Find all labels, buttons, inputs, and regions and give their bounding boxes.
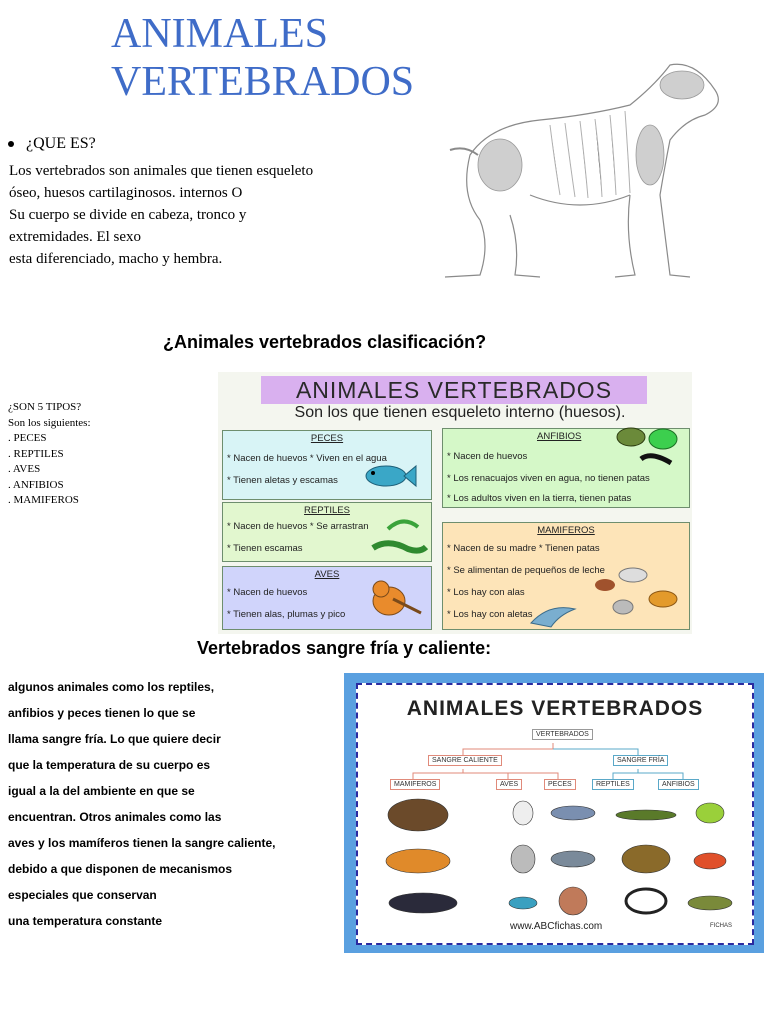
node-aves: AVES (496, 779, 522, 790)
types-line: Son los siguientes: (8, 416, 91, 429)
intro-line: óseo, huesos cartilaginosos. internos O (9, 185, 243, 201)
card-line: * Los renacuajos viven en agua, no tienen patas (447, 473, 650, 484)
card-line: * Los adultos viven en la tierra, tienen patas (447, 493, 632, 504)
sangre-line: que la temperatura de su cuerpo es (8, 758, 211, 772)
fish-icon (358, 461, 418, 491)
bullet-text: ¿QUE ES? (26, 135, 96, 152)
page-title (111, 10, 414, 106)
title-line-2: VERTEBRADOS (111, 59, 415, 105)
intro-paragraph (9, 160, 313, 270)
card-title: ANFIBIOS (537, 431, 582, 442)
card-anfibios (442, 428, 690, 508)
dog-skeleton-image (420, 45, 740, 285)
sangre-paragraph (8, 674, 275, 934)
types-line: . AVES (8, 463, 41, 475)
animal-grid-image (378, 795, 738, 919)
card-peces (222, 430, 432, 500)
sangre-line: aves y los mamíferos tienen la sangre caliente, (8, 836, 276, 850)
sangre-line: igual a la del ambiente en que se (8, 784, 195, 798)
mammals-icon (593, 561, 685, 627)
intro-line: extremidades. El sexo (9, 229, 142, 245)
infographic-title: ANIMALES VERTEBRADOS (406, 697, 704, 720)
classification-infographic (218, 372, 692, 634)
card-line: * Tienen escamas (227, 543, 303, 554)
node-reptiles: REPTILES (592, 779, 634, 790)
bullet-dot (8, 141, 14, 147)
reptile-icon (368, 513, 428, 559)
fichas-logo: FICHAS (710, 923, 733, 929)
infographic-subtitle: Son los que tienen esqueleto interno (huesos). (294, 404, 626, 421)
card-line: * Tienen aletas y escamas (227, 475, 338, 486)
card-mamiferos (442, 522, 690, 630)
node-sangre-caliente: SANGRE CALIENTE (428, 755, 502, 766)
watermark: www.ABCfichas.com (510, 921, 603, 932)
sangre-infographic (344, 673, 764, 953)
card-line: * Nacen de huevos (447, 451, 528, 462)
node-anfibios: ANFIBIOS (658, 779, 699, 790)
card-title: MAMIFEROS (537, 525, 595, 536)
infographic-banner: ANIMALES VERTEBRADOS (261, 376, 647, 404)
section-heading-sangre: Vertebrados sangre fría y caliente: (197, 638, 492, 658)
bird-icon (363, 573, 425, 623)
sangre-line: llama sangre fría. Lo que quiere decir (8, 732, 221, 746)
card-line: * Se alimentan de pequeños de leche (447, 565, 605, 576)
node-sangre-fria: SANGRE FRÍA (613, 755, 668, 766)
sangre-line: encuentran. Otros animales como las (8, 810, 222, 824)
frog-icon (611, 421, 687, 471)
types-list (8, 400, 91, 509)
intro-line: Los vertebrados son animales que tienen esqueleto (9, 163, 314, 179)
card-line: * Nacen de huevos (227, 587, 308, 598)
sangre-line: especiales que conservan (8, 888, 157, 902)
types-line: ¿SON 5 TIPOS? (8, 401, 82, 413)
card-line: * Los hay con alas (447, 587, 525, 598)
card-reptiles (222, 502, 432, 562)
card-line: * Nacen de huevos * Viven en el agua (227, 453, 387, 464)
types-line: . MAMIFEROS (8, 494, 79, 506)
sangre-line: debido a que disponen de mecanismos (8, 862, 233, 876)
sangre-line: algunos animales como los reptiles, (8, 680, 215, 694)
node-peces: PECES (544, 779, 576, 790)
intro-line: esta diferenciado, macho y hembra. (9, 251, 223, 267)
card-line: * Nacen de su madre * Tienen patas (447, 543, 600, 554)
types-line: . REPTILES (8, 447, 64, 460)
bullet-item (8, 135, 96, 153)
types-line: . ANFIBIOS (8, 478, 64, 491)
types-line: . PECES (8, 432, 47, 444)
infographic-frame (356, 683, 754, 945)
card-line: * Tienen alas, plumas y pico (227, 609, 346, 620)
section-heading-clasificacion: ¿Animales vertebrados clasificación? (163, 332, 487, 352)
card-title: AVES (314, 569, 340, 580)
card-line: * Nacen de huevos * Se arrastran (227, 521, 369, 532)
intro-line: Su cuerpo se divide en cabeza, tronco y (9, 207, 247, 223)
node-mamiferos: MAMIFEROS (390, 779, 440, 790)
card-title: REPTILES (304, 505, 350, 516)
sangre-line: anfibios y peces tienen lo que se (8, 706, 196, 720)
card-aves (222, 566, 432, 630)
node-vertebrados: VERTEBRADOS (532, 729, 593, 740)
card-title: PECES (310, 433, 344, 444)
card-line: * Los hay con aletas (447, 609, 533, 620)
title-line-1: ANIMALES (111, 11, 328, 57)
dolphin-icon (529, 601, 579, 631)
sangre-line: una temperatura constante (8, 914, 163, 928)
